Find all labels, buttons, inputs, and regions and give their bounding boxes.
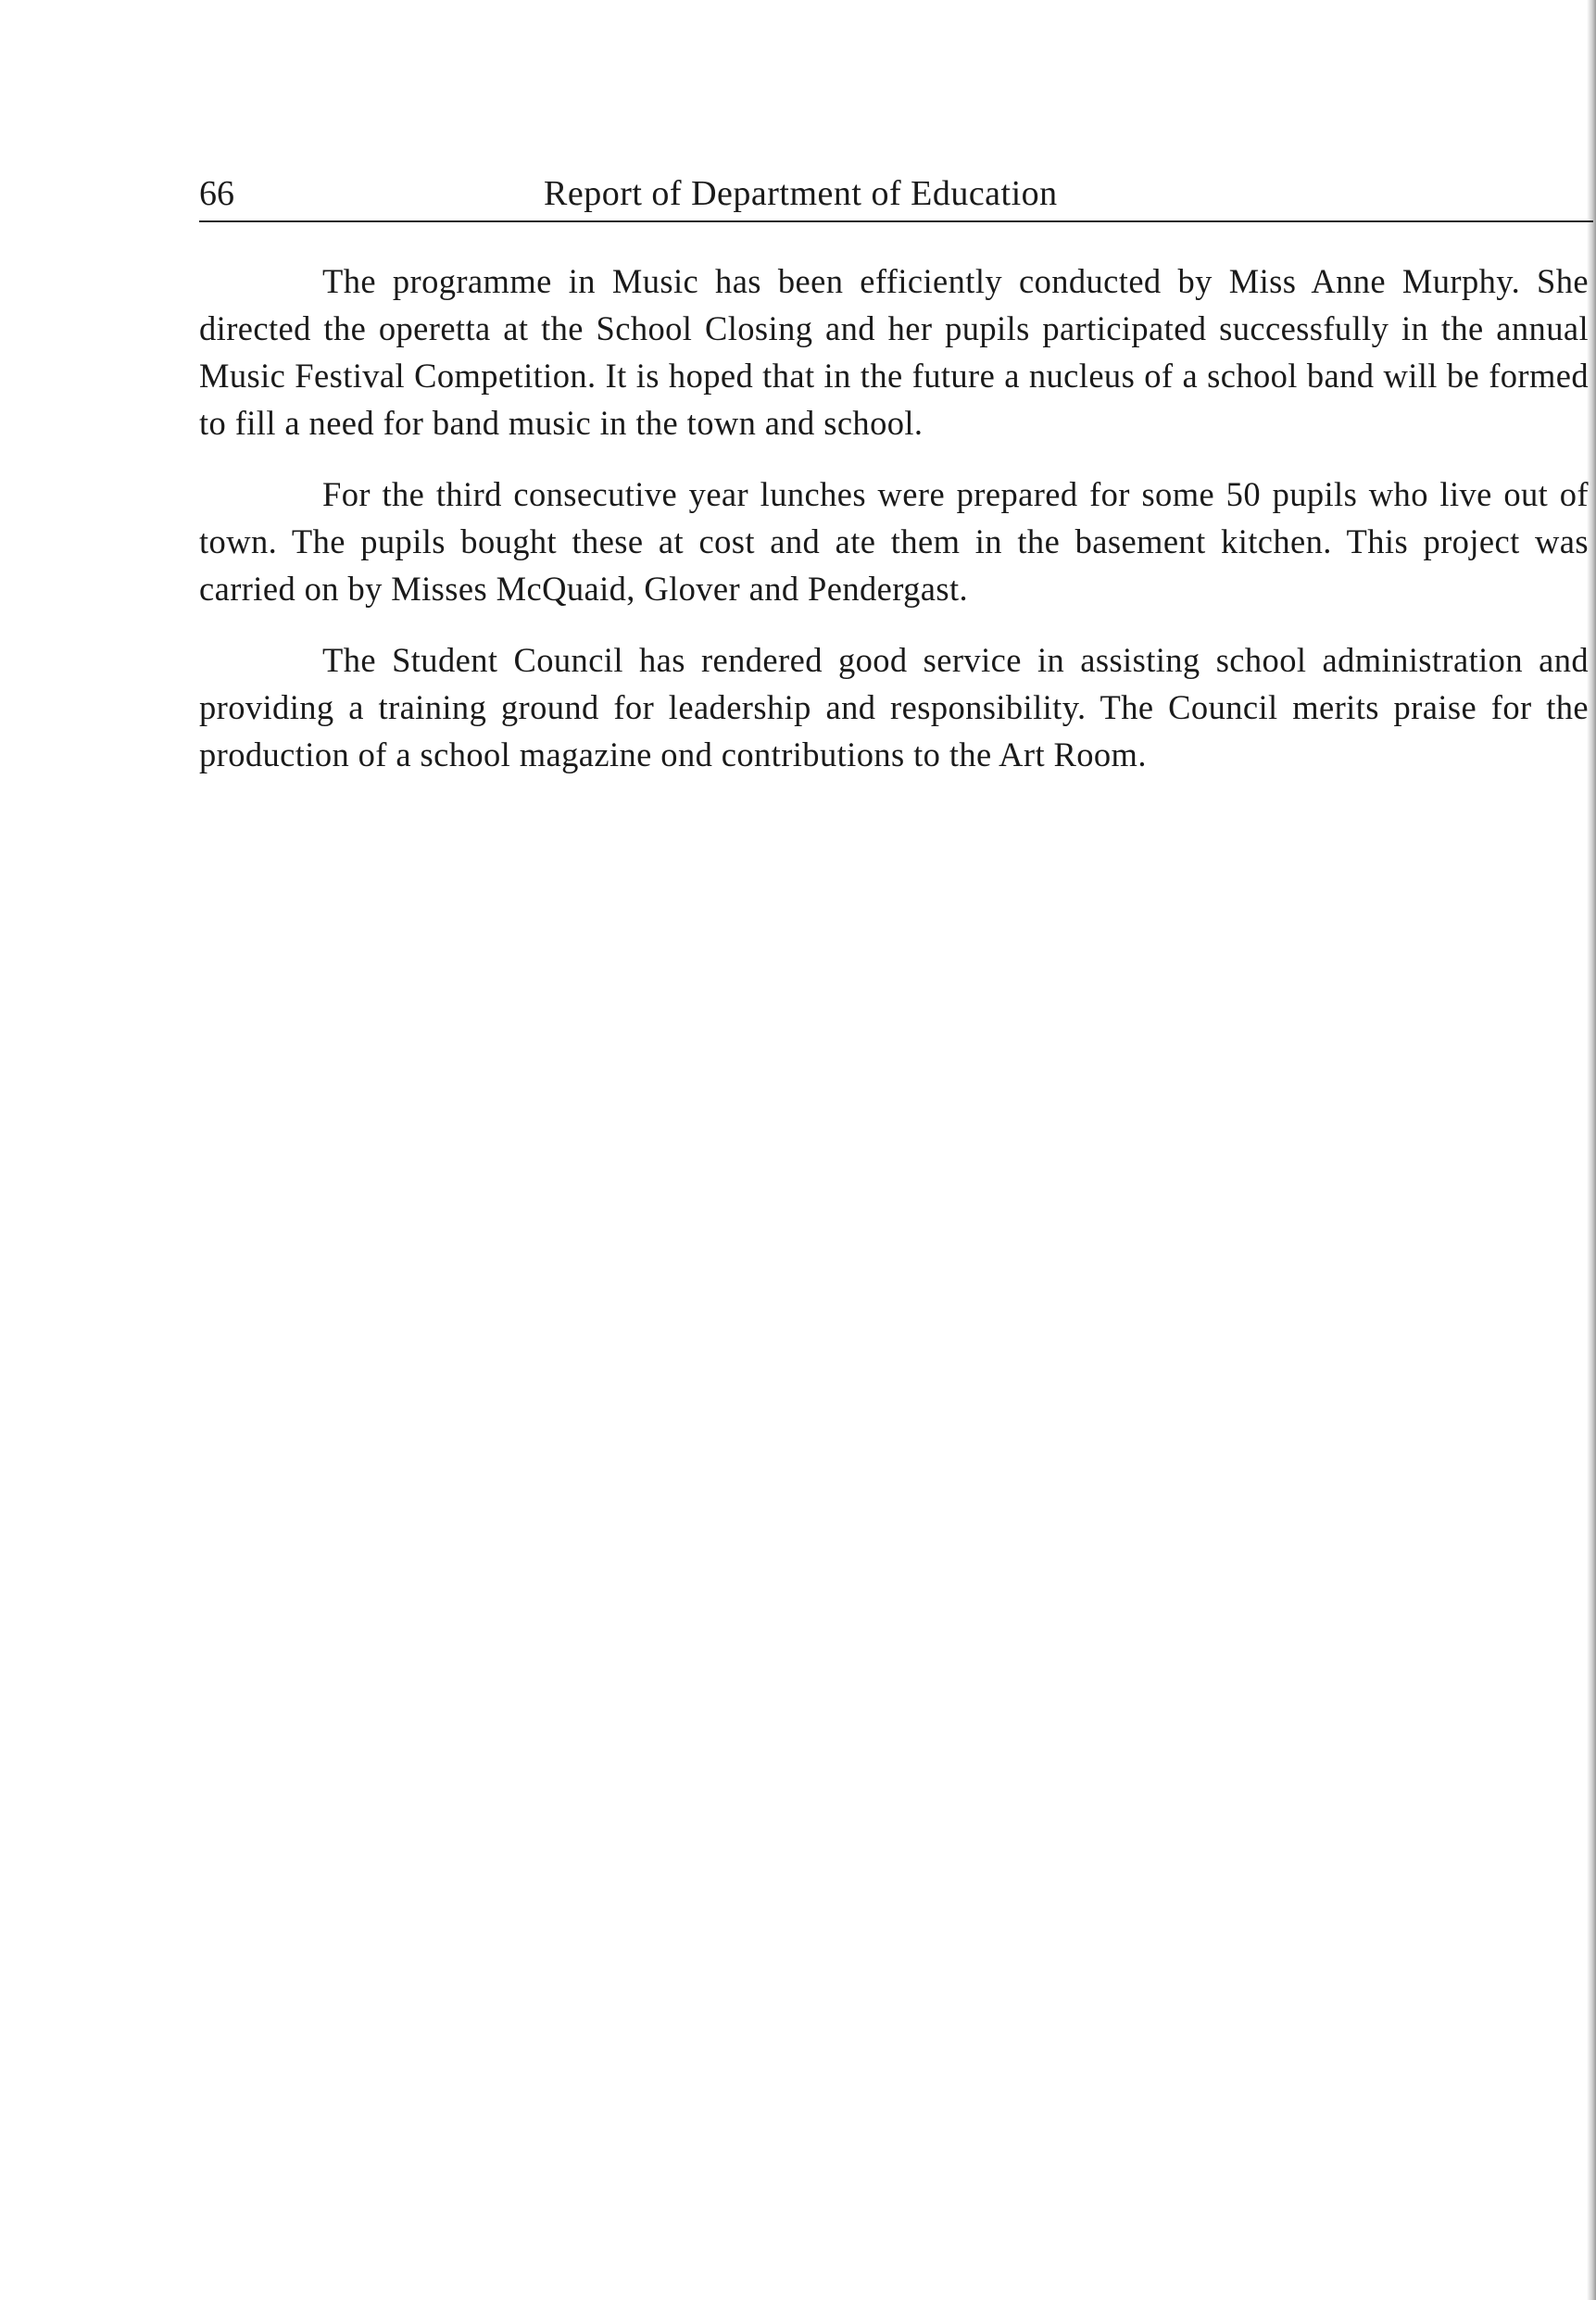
body-text [199,258,1589,802]
page-number: 66 [199,174,234,213]
paragraph-music-programme: The programme in Music has been efficiently conducted by Miss Anne Murphy. She directed the operetta at the School Closing and her pupils participated successfully in the annual Music Festival Competition. It is hoped that in the future a nucleus of a school band will be formed to fill a need for band music in the town and school. [199,262,1589,442]
header-rule [199,220,1593,222]
paragraph-student-council: The Student Council has rendered good service in assisting school administration and providing a training ground for leadership and responsibility. The Council merits praise for the production of a school magazine ond contributions to the Art Room. [199,641,1589,773]
running-title: Report of Department of Education [544,174,1058,213]
page-header [199,167,1596,222]
paragraph-lunch-program: For the third consecutive year lunches were prepared for some 50 pupils who live out of town. The pupils bought these at cost and ate them in the basement kitchen. This project was carried on by Misses McQuaid, Glover and Pendergast. [199,475,1589,608]
